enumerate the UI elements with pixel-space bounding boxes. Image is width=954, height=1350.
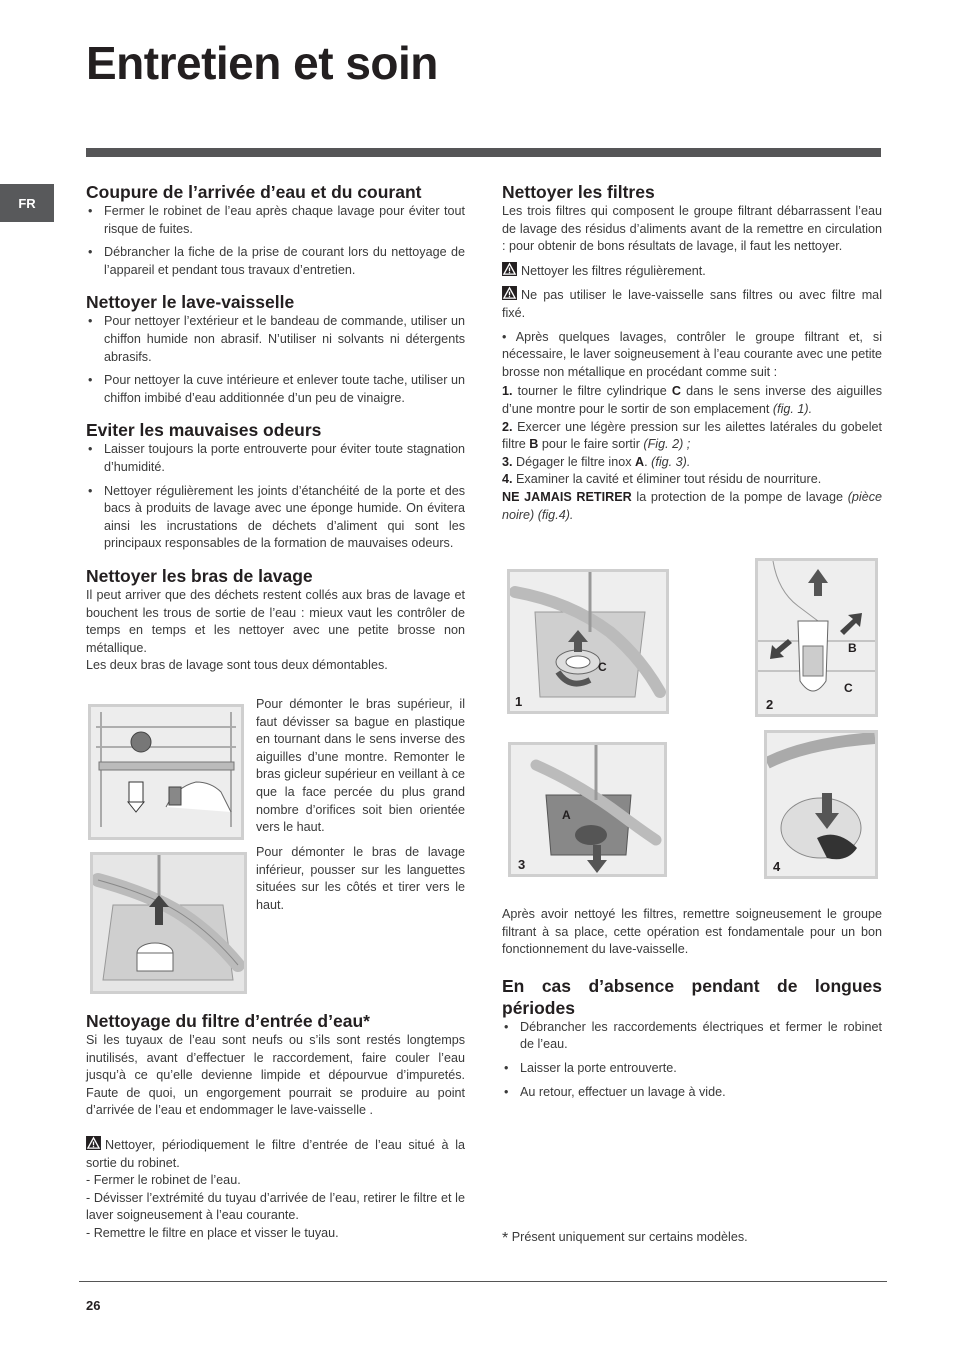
warning-text: Nettoyer les filtres régulièrement. [521,263,706,278]
figure-label-b: B [848,641,857,655]
filters-after-text: Après avoir nettoyé les filtres, remettre soigneusement le groupe filtrant à sa place, cette opération est fondamentale pour un bon fonctionnement du lave-vaisselle. [502,907,882,957]
spray-arms-intro: Il peut arriver que des déchets restent collés aux bras de lavage et bouchent les trous de sortie de l’eau : mieux vaut les contrôler de temps en temps et les nettoyer avec une petite brosse non métallique. [86,587,465,655]
list-item: • Au retour, effectuer un lavage à vide. [502,1084,882,1102]
inlet-filter-intro: Si les tuyaux de l’eau sont neufs ou s’ils sont restés longtemps inutilisés, avant d’effectuer le raccordement, faire couler l’eau jusqu’à ce qu’elle devienne limpide et dépourvue d’impuretés. Faute de quoi, un engorgement pourrait se produire au point d’arrivée de l’eau et endommager le lave-vaisselle . [86,1033,465,1118]
list-item: • Débrancher les raccordements électriques et fermer le robinet de l’eau. [502,1019,882,1054]
list-clean-dishwasher [86,313,465,407]
footer-rule [79,1281,887,1282]
inlet-filter-warning [86,1136,465,1172]
list-item: • Débrancher la fiche de la prise de courant lors du nettoyage de l’appareil et pendant tous travaux d’entretien. [86,244,465,279]
list-item: • Pour nettoyer l’extérieur et le bandeau de commande, utiliser un chiffon humide non abrasif. N’utiliser ni solvants ni détergents abrasifs. [86,313,465,366]
spray-arms-removable: Les deux bras de lavage sont tous deux démontables. [86,658,388,673]
section-title-odours: Eviter les mauvaises odeurs [86,420,322,441]
figure-number: 1 [515,694,523,709]
section-title-clean-dishwasher: Nettoyer le lave-vaisselle [86,292,295,313]
filter-step-2: 2. Exercer une légère pression sur les ailettes latérales du gobelet filtre B pour le faire sortir (Fig. 2) ; [502,419,882,452]
lower-spray-arm-illustration [93,855,244,991]
page-title: Entretien et soin [86,37,438,89]
filter-step-1: 1. tourner le filtre cylindrique C dans le sens inverse des aiguilles d’une montre pour le sortir de son emplacement (fig. 1). [502,384,882,416]
filter-figure-4 [764,730,878,879]
footnote-marker: * [502,1230,509,1247]
lower-spray-arm-figure [90,852,247,994]
section-title-absence: En cas d’absence pendant de longues périodes [502,975,882,1018]
list-item: • Pour nettoyer la cuve intérieure et enlever toute tache, utiliser un chiffon imbibé d’eau additionnée d’un peu de vinaigre. [86,372,465,407]
warning-icon [502,286,517,300]
filter-illustration-3 [511,745,664,874]
filter-illustration-2 [758,561,875,714]
list-item: • Nettoyer régulièrement les joints d’étanchéité de la porte et des bacs à produits de lavage avec une éponge humide. On évitera ainsi les incrustations de déchets d’aliment qui sont les principaux responsables de la formation de mauvaises odeurs. [86,483,465,553]
filter-figure-2 [755,558,878,717]
list-absence [502,1019,882,1101]
footnote-text: Présent uniquement sur certains modèles. [511,1230,748,1244]
title-rule [86,148,881,157]
upper-spray-arm-figure [88,704,244,840]
language-tab: FR [0,184,54,222]
inlet-step: - Remettre le filtre en place et visser le tuyau. [86,1225,339,1240]
filter-illustration-4 [767,733,875,876]
filters-warning-1 [502,262,882,281]
filters-procedure-intro: • Après quelques lavages, contrôler le groupe filtrant et, si nécessaire, le laver soigneusement à l’eau courante avec une petite brosse non métallique en procédant comme suit : [502,329,882,379]
filter-figure-1 [507,569,669,714]
list-item: • Laisser la porte entrouverte. [502,1060,882,1078]
list-odours [86,441,465,553]
figure-number: 2 [766,697,774,712]
upper-arm-instructions: Pour démonter le bras supérieur, il faut dévisser sa bague en plastique en tournant dans le sens inverse des aiguilles d’une montre. Remonter le bras gicleur supérieur en veillant à ce que la face percée du plus grand nombre d’orifices soit bien orientée vers le haut. [256,697,465,835]
right-column [502,181,882,524]
filter-step-5: NE JAMAIS RETIRER la protection de la pompe de lavage (pièce noire) (fig.4). [502,489,883,522]
warning-icon [86,1136,101,1150]
lower-arm-instructions: Pour démonter le bras de lavage inférieur, pousser sur les languettes situées sur les côtés et tirer vers le haut. [256,845,465,912]
filters-warning-2 [502,286,882,322]
figure-label-c: C [598,660,607,674]
list-water-power [86,203,465,279]
figure-label-a: A [562,808,571,822]
inlet-step: - Dévisser l’extrémité du tuyau d’arrivée de l’eau, retirer le filtre et le laver soigneusement à l’eau courante. [86,1190,465,1223]
figure-number: 3 [518,857,526,872]
filter-step-4: 4. Examiner la cavité et éliminer tout résidu de nourriture. [502,472,822,487]
page-number: 26 [86,1298,101,1313]
filters-intro: Les trois filtres qui composent le groupe filtrant débarrassent l’eau de lavage des résidus d’aliments avant de la remettre en circulation : pour obtenir de bons résultats de lavage, il faut les nettoyer. [502,204,882,254]
section-title-filters: Nettoyer les filtres [502,182,655,202]
warning-text: Ne pas utiliser le lave-vaisselle sans filtres ou avec filtre mal fixé. [502,288,882,320]
warning-icon [502,262,517,276]
section-title-inlet-filter: Nettoyage du filtre d’entrée d’eau* [86,1011,370,1031]
figure-label-c: C [844,681,853,695]
inlet-step: - Fermer le robinet de l’eau. [86,1173,241,1188]
filter-step-3: 3. Dégager le filtre inox A. (fig. 3). [502,454,691,469]
section-title-spray-arms: Nettoyer les bras de lavage [86,565,313,586]
footnote [502,1229,882,1248]
filter-illustration-1 [510,572,666,711]
figure-number: 4 [773,859,781,874]
filter-figure-3 [508,742,667,877]
left-column [86,181,465,675]
upper-spray-arm-illustration [91,707,241,837]
section-title-water-power: Coupure de l’arrivée d’eau et du courant [86,182,422,202]
list-item: • Laisser toujours la porte entrouverte pour éviter toute stagnation d’humidité. [86,441,465,476]
warning-text: Nettoyer, périodiquement le filtre d’entrée de l’eau situé à la sortie du robinet. [86,1137,465,1170]
list-item: • Fermer le robinet de l’eau après chaque lavage pour éviter tout risque de fuites. [86,203,465,238]
